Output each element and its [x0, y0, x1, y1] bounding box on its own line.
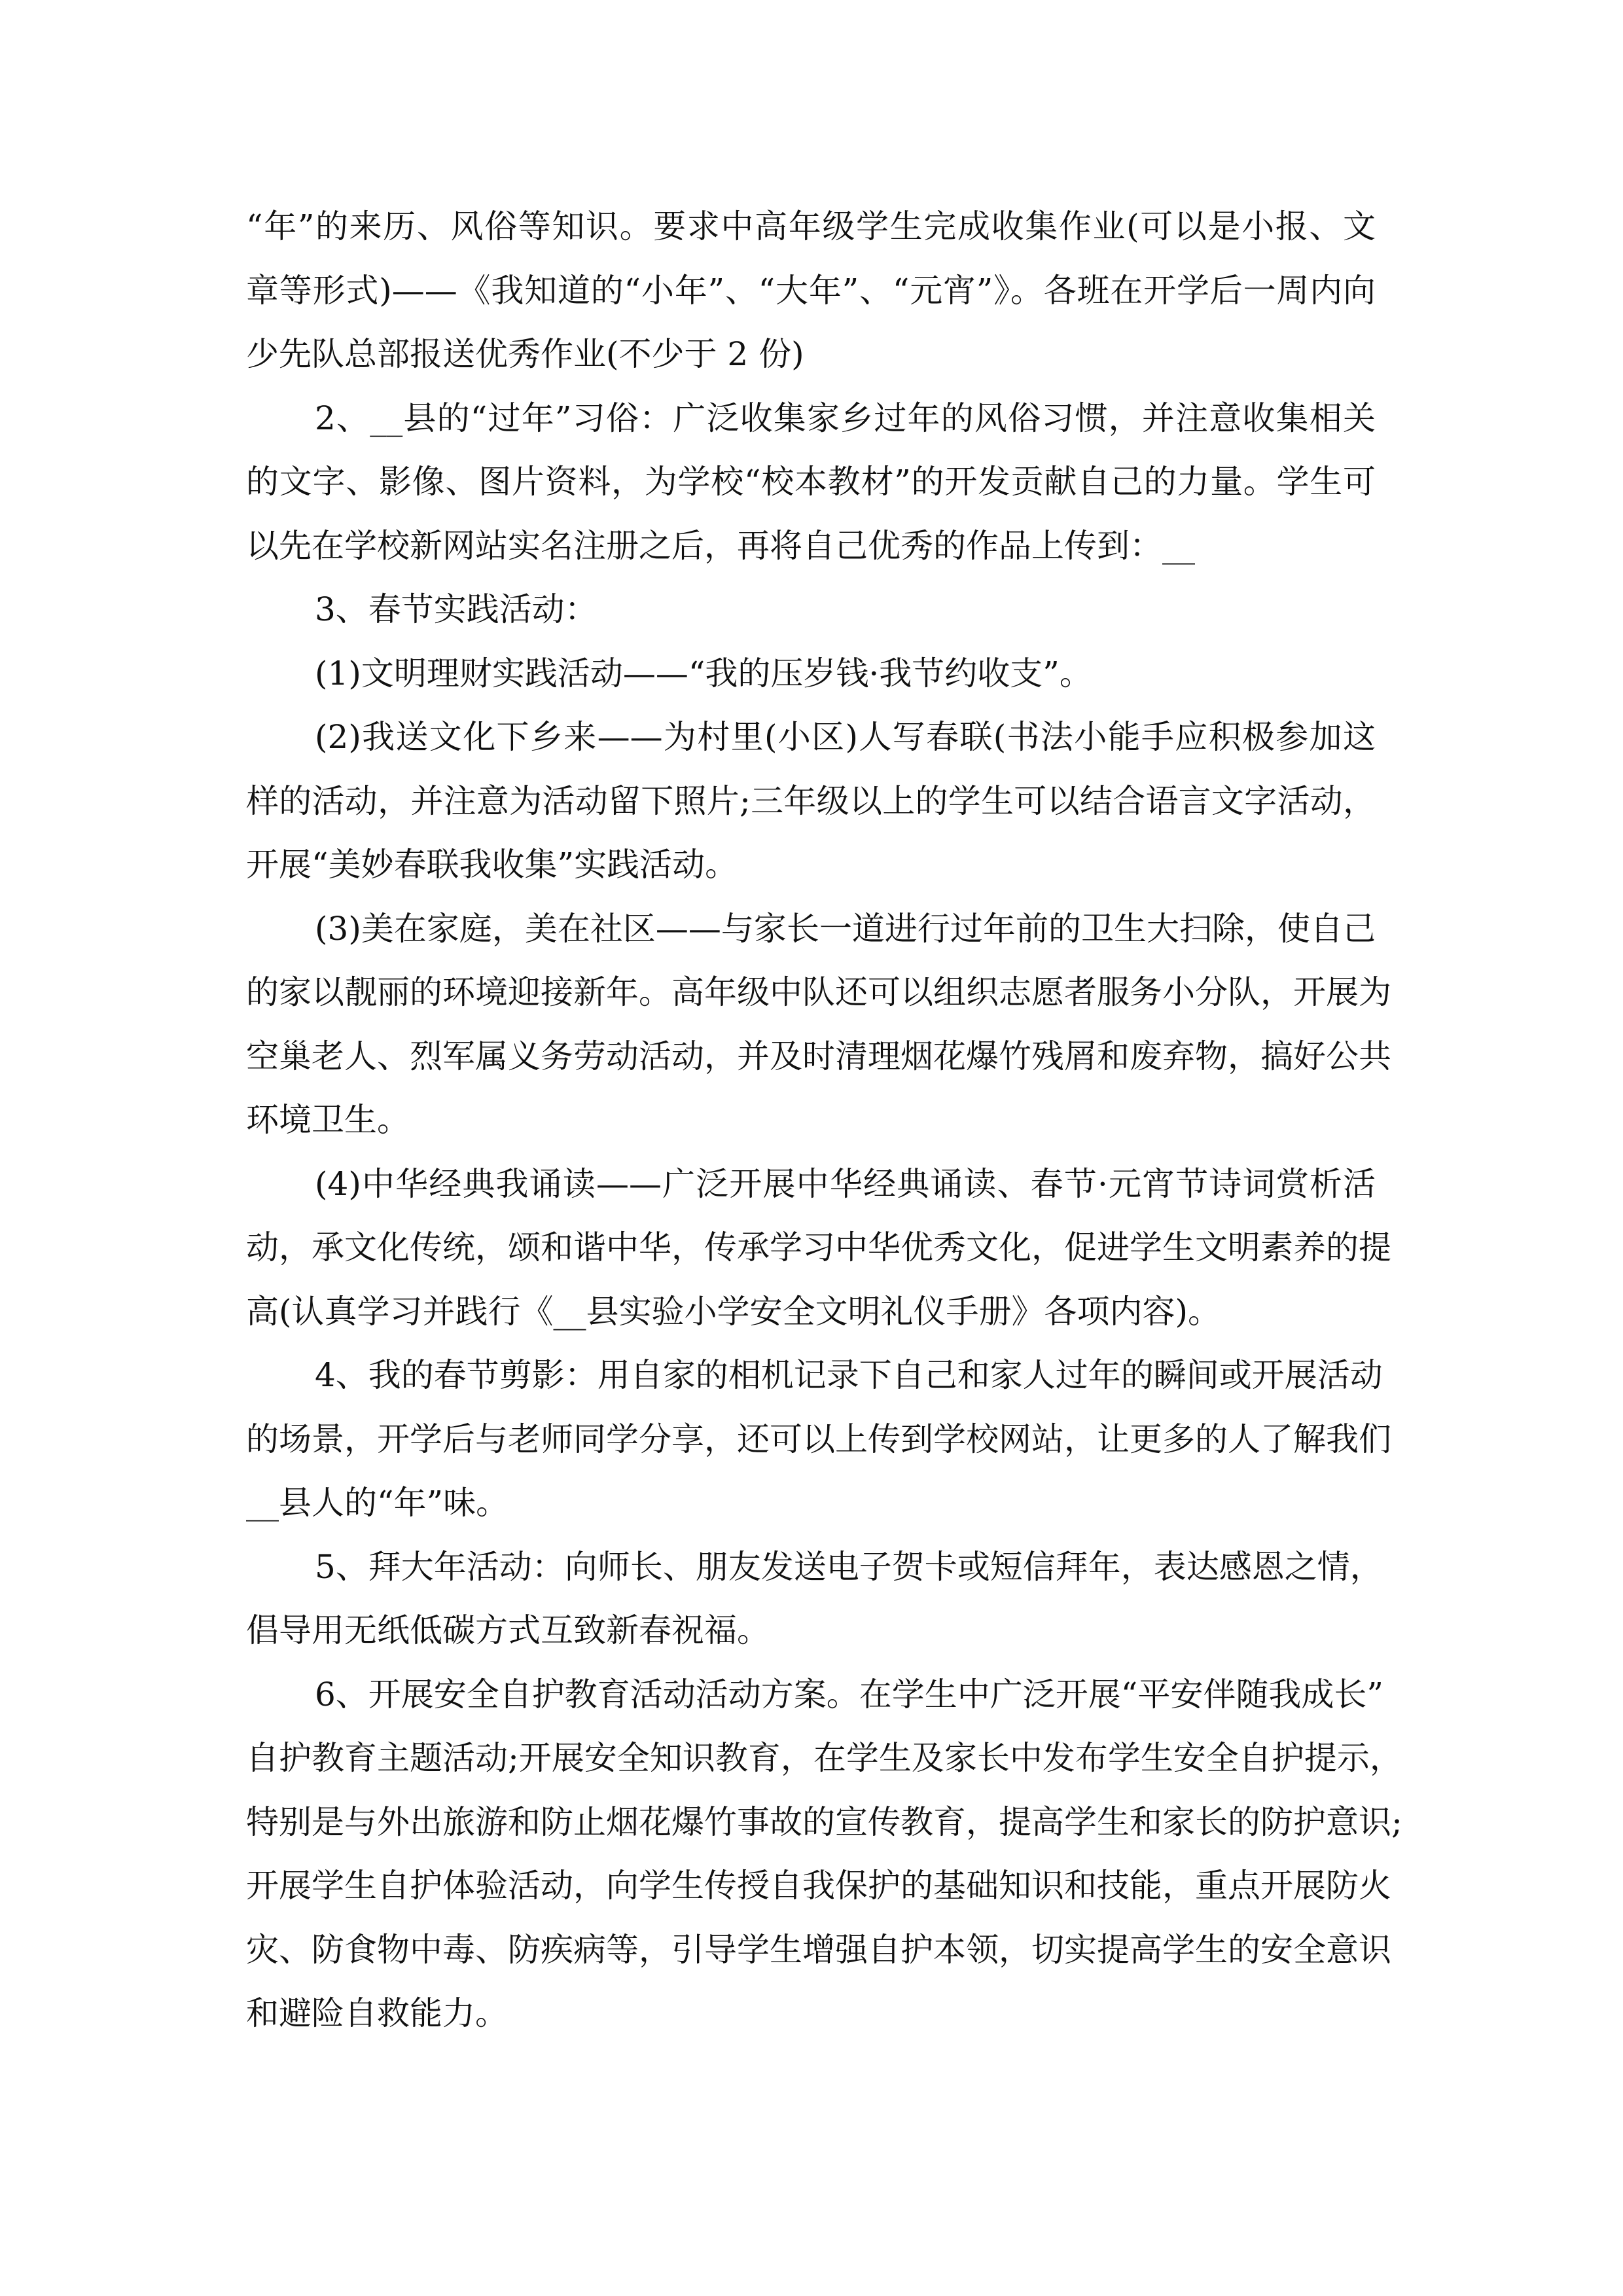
document-body — [246, 195, 1402, 2046]
text-line: 空巢老人、烈军属义务劳动活动，并及时清理烟花爆竹残屑和废弃物，搞好公共 — [246, 1037, 1391, 1075]
text-line: 特别是与外出旅游和防止烟花爆竹事故的宣传教育，提高学生和家长的防护意识; — [246, 1803, 1402, 1841]
text-line: 高(认真学习并践行《__县实验小学安全文明礼仪手册》各项内容)。 — [246, 1292, 1221, 1331]
paragraph — [246, 387, 1376, 579]
paragraph — [246, 1663, 1402, 2046]
text-line: 倡导用无纸低碳方式互致新春祝福。 — [246, 1611, 770, 1649]
text-line: 2、__县的“过年”习俗：广泛收集家乡过年的风俗习惯，并注意收集相关 — [315, 399, 1376, 437]
text-line: (3)美在家庭，美在社区——与家长一道进行过年前的卫生大扫除，使自己 — [315, 909, 1376, 948]
text-line: 开展“美妙春联我收集”实践活动。 — [246, 846, 738, 884]
text-line: 章等形式)——《我知道的“小年”、“大年”、“元宵”》。各班在开学后一周内向 — [246, 271, 1376, 310]
text-line: 以先在学校新网站实名注册之后，再将自己优秀的作品上传到：__ — [246, 526, 1195, 565]
text-line: 和避险自救能力。 — [246, 1994, 508, 2032]
text-line: 的文字、影像、图片资料，为学校“校本教材”的开发贡献自己的力量。学生可 — [246, 463, 1376, 501]
text-line: 3、春节实践活动： — [315, 590, 597, 628]
text-line: 动，承文化传统，颂和谐中华，传承学习中华优秀文化，促进学生文明素养的提 — [246, 1229, 1391, 1266]
text-line: 6、开展安全自护教育活动活动方案。在学生中广泛开展“平安伴随我成长” — [315, 1675, 1383, 1713]
paragraph — [246, 642, 1376, 706]
paragraph — [246, 1535, 1383, 1663]
paragraph — [246, 578, 1376, 642]
text-line: (2)我送文化下乡来——为村里(小区)人写春联(书法小能手应积极参加这 — [315, 718, 1376, 756]
text-line: 样的活动，并注意为活动留下照片;三年级以上的学生可以结合语言文字活动， — [246, 781, 1376, 820]
text-line: 自护教育主题活动;开展安全知识教育，在学生及家长中发布学生安全自护提示， — [246, 1739, 1402, 1777]
paragraph — [246, 1153, 1391, 1344]
text-line: __县人的“年”味。 — [246, 1484, 509, 1522]
text-line: 灾、防食物中毒、防疾病等，引导学生增强自护本领，切实提高学生的安全意识 — [246, 1930, 1391, 1969]
paragraph — [246, 897, 1391, 1153]
text-line: 5、拜大年活动：向师长、朋友发送电子贺卡或短信拜年，表达感恩之情， — [315, 1547, 1383, 1586]
text-line: “年”的来历、风俗等知识。要求中高年级学生完成收集作业(可以是小报、文 — [246, 207, 1376, 245]
paragraph — [246, 1344, 1391, 1535]
text-line: (1)文明理财实践活动——“我的压岁钱·我节约收支”。 — [315, 654, 1092, 692]
text-line: 4、我的春节剪影：用自家的相机记录下自己和家人过年的瞬间或开展活动 — [315, 1356, 1383, 1394]
text-line: 开展学生自护体验活动，向学生传授自我保护的基础知识和技能，重点开展防火 — [246, 1867, 1391, 1905]
text-line: 少先队总部报送优秀作业(不少于 2 份) — [246, 335, 804, 373]
text-line: 的家以靓丽的环境迎接新年。高年级中队还可以组织志愿者服务小分队，开展为 — [246, 973, 1391, 1011]
paragraph — [246, 195, 1376, 387]
text-line: (4)中华经典我诵读——广泛开展中华经典诵读、春节·元宵节诗词赏析活 — [315, 1164, 1376, 1203]
paragraph — [246, 706, 1376, 897]
text-line: 的场景，开学后与老师同学分享，还可以上传到学校网站，让更多的人了解我们 — [246, 1420, 1391, 1458]
text-line: 环境卫生。 — [246, 1101, 410, 1139]
